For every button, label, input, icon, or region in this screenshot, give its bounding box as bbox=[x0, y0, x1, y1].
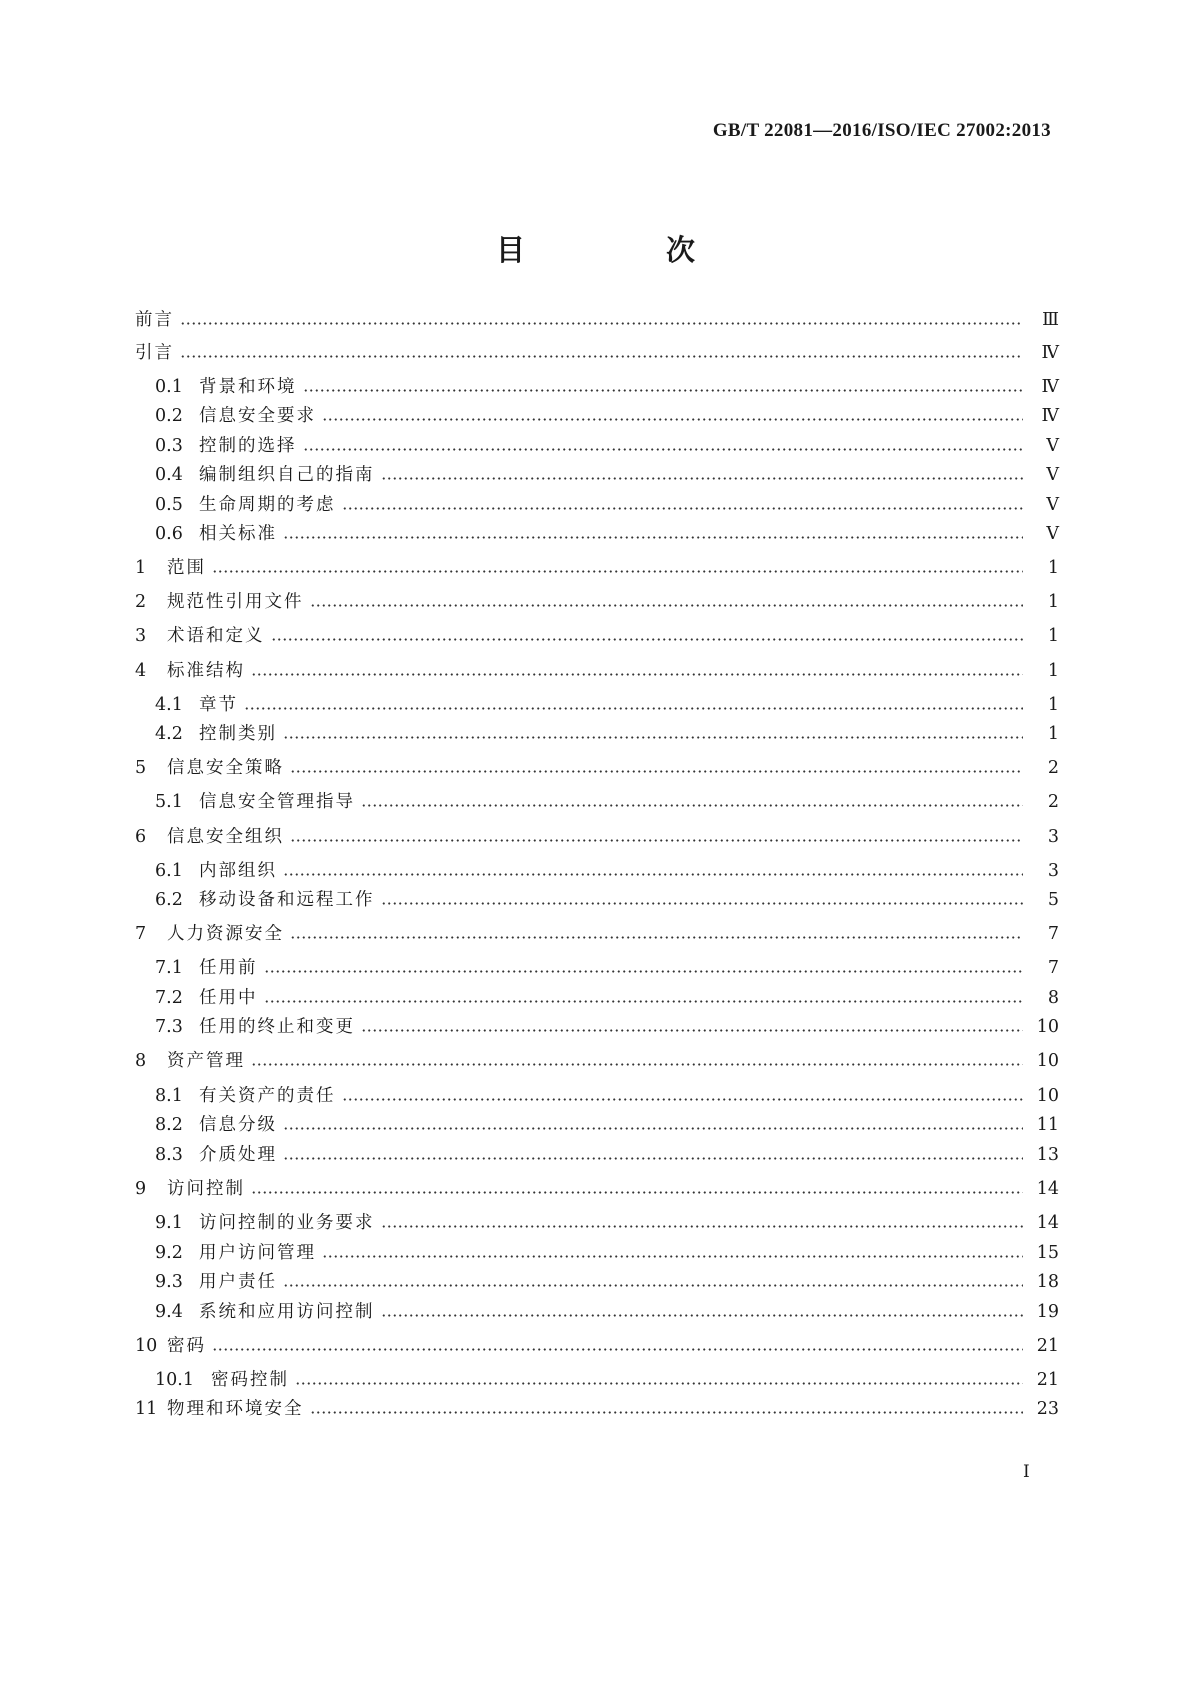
toc-entry[interactable] bbox=[135, 1331, 1059, 1357]
dot-leader bbox=[322, 418, 1023, 421]
dot-leader bbox=[180, 355, 1023, 358]
toc-entry-title: 密码 bbox=[167, 1336, 206, 1356]
toc-entry[interactable] bbox=[135, 1394, 1059, 1420]
toc-entry[interactable] bbox=[135, 621, 1059, 647]
toc-entry-title: 物理和环境安全 bbox=[167, 1399, 304, 1419]
toc-entry-number: 0.3 bbox=[155, 436, 183, 456]
toc-entry-page: 21 bbox=[1036, 1370, 1059, 1390]
toc-entry[interactable] bbox=[135, 787, 1059, 813]
toc-entry-page: 10 bbox=[1036, 1086, 1059, 1106]
toc-entry-title: 规范性引用文件 bbox=[167, 592, 304, 612]
dot-leader bbox=[310, 604, 1024, 607]
dot-leader bbox=[290, 770, 1023, 773]
toc-entry-page: 21 bbox=[1036, 1336, 1059, 1356]
toc-entry-number: 8 bbox=[135, 1051, 147, 1071]
toc-entry-number: 10 bbox=[135, 1336, 158, 1356]
dot-leader bbox=[264, 970, 1024, 973]
toc-entry[interactable] bbox=[135, 587, 1059, 613]
toc-entry-page: Ⅳ bbox=[1041, 377, 1059, 397]
dot-leader bbox=[212, 570, 1023, 573]
dot-leader bbox=[264, 1000, 1024, 1003]
toc-entry-title: 引言 bbox=[135, 343, 174, 363]
toc-entry[interactable] bbox=[135, 305, 1059, 331]
toc-entry-page: 5 bbox=[1047, 890, 1059, 910]
toc-entry-page: 14 bbox=[1036, 1179, 1059, 1199]
toc-entry-page: 1 bbox=[1047, 558, 1059, 578]
toc-entry-title: 背景和环境 bbox=[199, 377, 297, 397]
toc-entry-number: 8.1 bbox=[155, 1086, 183, 1106]
toc-entry[interactable] bbox=[135, 1174, 1059, 1200]
toc-entry-title: 内部组织 bbox=[199, 861, 277, 881]
toc-entry-title: 信息分级 bbox=[199, 1115, 277, 1135]
toc-entry-number: 4.2 bbox=[155, 724, 183, 744]
toc-entry-number: 7 bbox=[135, 924, 147, 944]
toc-entry-title: 章节 bbox=[199, 695, 238, 715]
toc-entry-title: 人力资源安全 bbox=[167, 924, 284, 944]
toc-entry-title: 范围 bbox=[167, 558, 206, 578]
toc-entry-title: 用户责任 bbox=[199, 1272, 277, 1292]
toc-entry-number: 10.1 bbox=[155, 1370, 194, 1390]
toc-entry-page: 10 bbox=[1036, 1017, 1059, 1037]
toc-entry-page: 1 bbox=[1047, 695, 1059, 715]
toc-entry-title: 标准结构 bbox=[167, 661, 245, 681]
dot-leader bbox=[381, 902, 1024, 905]
dot-leader bbox=[290, 936, 1023, 939]
toc-entry[interactable] bbox=[135, 656, 1059, 682]
toc-entry-page: 11 bbox=[1036, 1115, 1059, 1135]
dot-leader bbox=[303, 389, 1024, 392]
toc-entry-number: 0.4 bbox=[155, 465, 183, 485]
toc-entry-number: 8.2 bbox=[155, 1115, 183, 1135]
toc-entry-title: 前言 bbox=[135, 310, 174, 330]
toc-entry-number: 0.1 bbox=[155, 377, 183, 397]
toc-entry[interactable] bbox=[135, 431, 1059, 457]
toc-entry-number: 6.1 bbox=[155, 861, 183, 881]
toc-entry-page: 3 bbox=[1047, 827, 1059, 847]
toc-entry[interactable] bbox=[135, 1110, 1059, 1136]
toc-entry-title: 任用中 bbox=[199, 988, 258, 1008]
dot-leader bbox=[290, 839, 1023, 842]
dot-leader bbox=[283, 1157, 1023, 1160]
toc-entry-title: 生命周期的考虑 bbox=[199, 495, 336, 515]
dot-leader bbox=[303, 448, 1024, 451]
toc-entry-title: 术语和定义 bbox=[167, 626, 265, 646]
toc-entry-title: 信息安全策略 bbox=[167, 758, 284, 778]
dot-leader bbox=[322, 1255, 1023, 1258]
toc-entry-title: 任用的终止和变更 bbox=[199, 1017, 355, 1037]
toc-entry-page: Ⅳ bbox=[1041, 406, 1059, 426]
toc-entry-page: Ⅲ bbox=[1042, 310, 1059, 330]
toc-entry-number: 8.3 bbox=[155, 1145, 183, 1165]
toc-entry-number: 6 bbox=[135, 827, 147, 847]
toc-entry[interactable] bbox=[135, 1238, 1059, 1264]
toc-entry[interactable] bbox=[135, 338, 1059, 364]
toc-entry[interactable] bbox=[135, 953, 1059, 979]
dot-leader bbox=[361, 804, 1023, 807]
toc-entry-page: 7 bbox=[1047, 924, 1059, 944]
toc-entry-title: 资产管理 bbox=[167, 1051, 245, 1071]
toc-entry-number: 0.2 bbox=[155, 406, 183, 426]
toc-entry[interactable] bbox=[135, 753, 1059, 779]
toc-entry-number: 7.1 bbox=[155, 958, 183, 978]
toc-entry-number: 3 bbox=[135, 626, 147, 646]
dot-leader bbox=[180, 322, 1023, 325]
toc-entry-page: 1 bbox=[1047, 592, 1059, 612]
toc-entry-number: 9.2 bbox=[155, 1243, 183, 1263]
toc-entry[interactable] bbox=[135, 519, 1059, 545]
toc-entry-title: 访问控制 bbox=[167, 1179, 245, 1199]
dot-leader bbox=[283, 736, 1023, 739]
toc-entry-title: 系统和应用访问控制 bbox=[199, 1302, 375, 1322]
toc-entry[interactable] bbox=[135, 553, 1059, 579]
toc-entry[interactable] bbox=[135, 690, 1059, 716]
toc-entry-title: 有关资产的责任 bbox=[199, 1086, 336, 1106]
toc-entry-page: 2 bbox=[1047, 792, 1059, 812]
toc-entry-number: 6.2 bbox=[155, 890, 183, 910]
toc-entry-page: 14 bbox=[1036, 1213, 1059, 1233]
toc-entry-number: 2 bbox=[135, 592, 147, 612]
toc-entry-title: 信息安全要求 bbox=[199, 406, 316, 426]
toc-entry-title: 相关标准 bbox=[199, 524, 277, 544]
footer-page-number: I bbox=[1023, 1462, 1030, 1482]
toc-entry[interactable] bbox=[135, 719, 1059, 745]
toc-entry[interactable] bbox=[135, 460, 1059, 486]
toc-entry[interactable] bbox=[135, 1208, 1059, 1234]
toc-entry[interactable] bbox=[135, 822, 1059, 848]
standard-code: GB/T 22081—2016/ISO/IEC 27002:2013 bbox=[712, 120, 1051, 141]
toc-entry[interactable] bbox=[135, 919, 1059, 945]
dot-leader bbox=[283, 536, 1023, 539]
toc-entry[interactable] bbox=[135, 490, 1059, 516]
toc-entry-page: Ⅳ bbox=[1041, 343, 1059, 363]
dot-leader bbox=[381, 477, 1024, 480]
toc-entry-number: 7.2 bbox=[155, 988, 183, 1008]
toc-entry-title: 信息安全管理指导 bbox=[199, 792, 355, 812]
toc-entry-page: Ⅴ bbox=[1046, 465, 1059, 485]
dot-leader bbox=[244, 707, 1023, 710]
dot-leader bbox=[251, 1063, 1023, 1066]
dot-leader bbox=[271, 638, 1024, 641]
dot-leader bbox=[283, 1127, 1023, 1130]
toc-entry-page: 23 bbox=[1036, 1399, 1059, 1419]
toc-entry-number: 5 bbox=[135, 758, 147, 778]
toc-entry-title: 编制组织自己的指南 bbox=[199, 465, 375, 485]
toc-entry-title: 信息安全组织 bbox=[167, 827, 284, 847]
toc-entry[interactable] bbox=[135, 856, 1059, 882]
toc-entry[interactable] bbox=[135, 885, 1059, 911]
toc-entry-number: 4.1 bbox=[155, 695, 183, 715]
toc-entry-page: 2 bbox=[1047, 758, 1059, 778]
toc-entry[interactable] bbox=[135, 1297, 1059, 1323]
toc-entry[interactable] bbox=[135, 983, 1059, 1009]
toc-entry[interactable] bbox=[135, 401, 1059, 427]
dot-leader bbox=[361, 1029, 1023, 1032]
toc-entry-page: 1 bbox=[1047, 626, 1059, 646]
toc-entry-page: 1 bbox=[1047, 661, 1059, 681]
toc-entry-number: 0.5 bbox=[155, 495, 183, 515]
toc-entry-page: 1 bbox=[1047, 724, 1059, 744]
toc-entry-number: 7.3 bbox=[155, 1017, 183, 1037]
dot-leader bbox=[212, 1348, 1023, 1351]
dot-leader bbox=[251, 673, 1023, 676]
toc-entry-number: 9.1 bbox=[155, 1213, 183, 1233]
toc-entry-number: 1 bbox=[135, 558, 147, 578]
toc-entry-title: 控制的选择 bbox=[199, 436, 297, 456]
toc-entry-page: 13 bbox=[1036, 1145, 1059, 1165]
toc-entry-number: 5.1 bbox=[155, 792, 183, 812]
toc-entry-number: 9.3 bbox=[155, 1272, 183, 1292]
toc-entry-page: Ⅴ bbox=[1046, 524, 1059, 544]
toc-entry-number: 11 bbox=[135, 1399, 158, 1419]
dot-leader bbox=[283, 873, 1023, 876]
toc-entry-page: 7 bbox=[1047, 958, 1059, 978]
dot-leader bbox=[342, 507, 1024, 510]
toc-entry-number: 4 bbox=[135, 661, 147, 681]
toc-entry-page: 10 bbox=[1036, 1051, 1059, 1071]
toc-entry-page: 8 bbox=[1047, 988, 1059, 1008]
toc-entry[interactable] bbox=[135, 1081, 1059, 1107]
toc-entry-title: 用户访问管理 bbox=[199, 1243, 316, 1263]
toc-entry-page: Ⅴ bbox=[1046, 495, 1059, 515]
toc-entry-title: 任用前 bbox=[199, 958, 258, 978]
toc-entry-page: 19 bbox=[1036, 1302, 1059, 1322]
toc-entry-title: 密码控制 bbox=[211, 1370, 289, 1390]
toc-entry-title: 访问控制的业务要求 bbox=[199, 1213, 375, 1233]
dot-leader bbox=[342, 1098, 1024, 1101]
toc-entry-page: 18 bbox=[1036, 1272, 1059, 1292]
toc-entry-page: Ⅴ bbox=[1046, 436, 1059, 456]
toc-entry-number: 9 bbox=[135, 1179, 147, 1199]
dot-leader bbox=[381, 1225, 1024, 1228]
dot-leader bbox=[251, 1191, 1023, 1194]
toc-entry[interactable] bbox=[135, 1140, 1059, 1166]
toc-entry-page: 3 bbox=[1047, 861, 1059, 881]
toc-entry[interactable] bbox=[135, 1046, 1059, 1072]
toc-entry[interactable] bbox=[135, 372, 1059, 398]
dot-leader bbox=[283, 1284, 1023, 1287]
toc-entry-title: 移动设备和远程工作 bbox=[199, 890, 375, 910]
toc-entry-page: 15 bbox=[1036, 1243, 1059, 1263]
toc-entry[interactable] bbox=[135, 1365, 1059, 1391]
dot-leader bbox=[381, 1314, 1024, 1317]
toc-entry-number: 0.6 bbox=[155, 524, 183, 544]
toc-entry[interactable] bbox=[135, 1267, 1059, 1293]
dot-leader bbox=[295, 1382, 1023, 1385]
toc-entry-title: 介质处理 bbox=[199, 1145, 277, 1165]
dot-leader bbox=[310, 1411, 1024, 1414]
toc-title: 目 次 bbox=[495, 233, 751, 267]
toc-entry[interactable] bbox=[135, 1012, 1059, 1038]
toc-entry-title: 控制类别 bbox=[199, 724, 277, 744]
toc-entry-number: 9.4 bbox=[155, 1302, 183, 1322]
